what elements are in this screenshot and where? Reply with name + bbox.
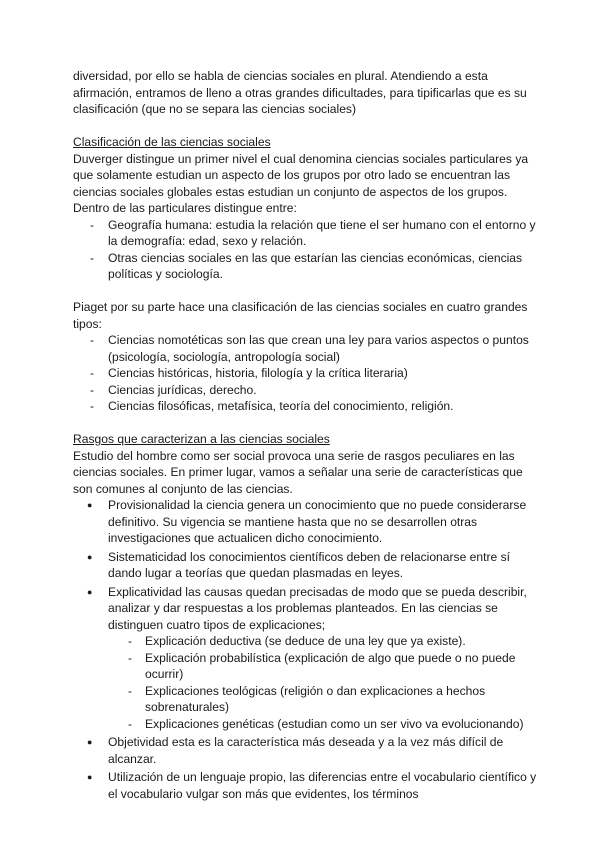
list-item [73,584,543,733]
intro-paragraph: diversidad, por ello se habla de ciencias sociales en plural. Atendiendo a esta afirmación, entramos de lleno a otras grandes dificultades, para tipificarlas que es su clasificación (que no se separa las ciencias sociales) [73,69,527,116]
sublist-item: - Explicaciones genéticas (estudian como un ser vivo va evolucionando) [73,716,543,733]
sublist-item: - Explicaciones teológicas (religión o dan explicaciones a hechos sobrenaturales) [73,683,543,716]
section-heading-rasgos: Rasgos que caracterizan a las ciencias sociales [73,432,330,446]
rasgos-list [73,497,543,802]
list-item: - Ciencias nomotéticas son las que crean una ley para varios aspectos o puntos (psicología, sociología, antropología social) [73,332,543,365]
list-item: - Ciencias filosóficas, metafísica, teoría del conocimiento, religión. [73,398,543,415]
list-item: - Geografía humana: estudia la relación que tiene el ser humano con el entorno y la demografía: edad, sexo y relación. [73,217,543,250]
piaget-paragraph: Piaget por su parte hace una clasificación de las ciencias sociales en cuatro grandes tipos: [73,300,528,331]
list-item: ● Provisionalidad la ciencia genera un conocimiento que no puede considerarse definitivo. Su vigencia se mantiene hasta que no se desarrollen otras investigaciones que actualicen dicho conocimiento. [73,497,543,547]
list-item: ● Utilización de un lenguaje propio, las diferencias entre el vocabulario científico y el vocabulario vulgar son más que evidentes, los términos [73,769,543,802]
section-heading-clasificacion: Clasificación de las ciencias sociales [73,135,271,149]
rasgos-paragraph: Estudio del hombre como ser social provoca una serie de rasgos peculiares en las ciencias sociales. En primer lugar, vamos a señalar una serie de características que son comunes al conjunto de las ciencias. [73,448,523,496]
list-item: ● Objetividad esta es la característica más deseada y a la vez más difícil de alcanzar. [73,734,543,767]
duverger-paragraph: Duverger distingue un primer nivel el cual denomina ciencias sociales particulares ya que solamente estudian un aspecto de los grupos por otro lado se encuentran las ciencias sociales globales estas estudian un conjunto de aspectos de los grupos. Dentro de las particulares distingue entre: [73,151,529,215]
piaget-list [73,332,543,415]
explicaciones-sublist [108,633,543,732]
duverger-list [73,217,543,283]
list-item: - Ciencias históricas, historia, filología y la crítica literaria) [73,365,543,382]
list-item: ● Sistematicidad los conocimientos científicos deben de relacionarse entre sí dando lugar a teorías que quedan plasmadas en leyes. [73,549,543,582]
explicatividad-text: Explicatividad las causas quedan precisadas de modo que se pueda describir, analizar y dar respuestas a los problemas planteados. En las ciencias se distinguen cuatro tipos de explicaciones; [108,584,527,632]
list-item: - Otras ciencias sociales en las que estarían las ciencias económicas, ciencias políticas y sociología. [73,250,543,283]
list-item: - Ciencias jurídicas, derecho. [73,382,543,399]
document-page [73,68,543,804]
sublist-item: - Explicación deductiva (se deduce de una ley que ya existe). [73,633,543,650]
sublist-item: - Explicación probabilística (explicación de algo que puede o no puede ocurrir) [73,650,543,683]
